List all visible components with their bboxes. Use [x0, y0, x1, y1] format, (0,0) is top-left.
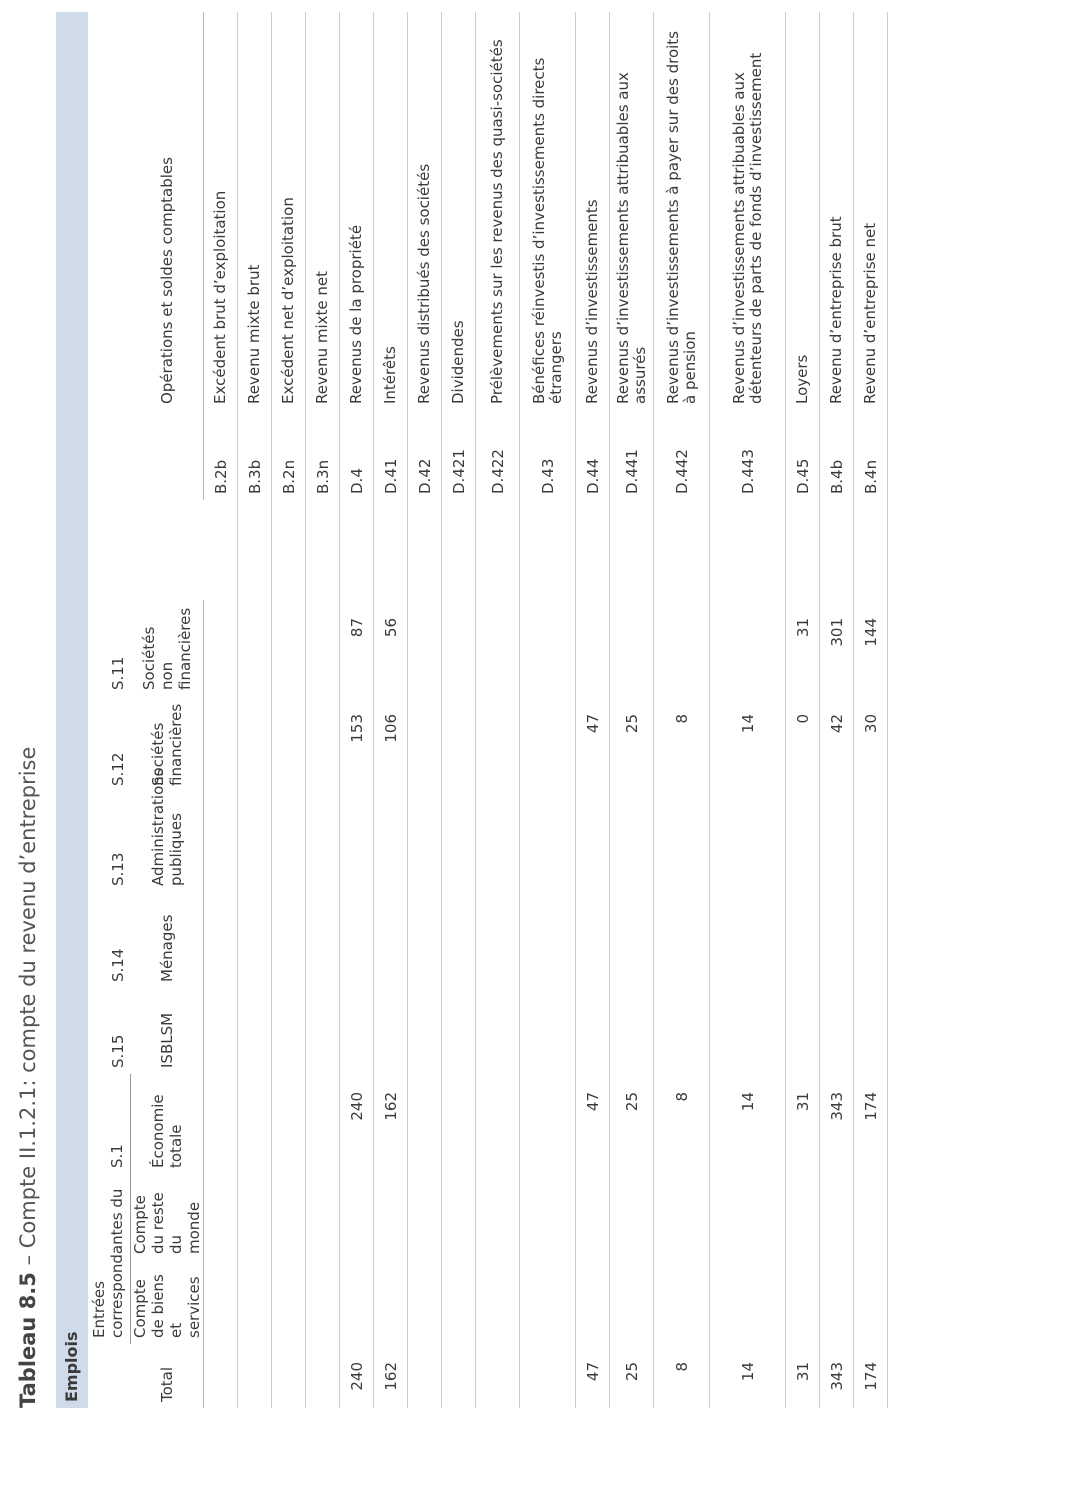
- row-code: B.3n: [306, 410, 340, 500]
- cell-s1: [272, 1074, 306, 1174]
- row-label: Prélèvements sur les revenus des quasi-sociétés: [476, 12, 520, 410]
- cell-s1: [408, 1074, 442, 1174]
- cell-s12: [442, 696, 476, 792]
- cell-s12: [238, 696, 272, 792]
- row-code: B.4b: [820, 410, 854, 500]
- cell-total: 8: [654, 1344, 710, 1408]
- cell-total: 25: [610, 1344, 654, 1408]
- cell-s12: [476, 696, 520, 792]
- cell-s12: [204, 696, 238, 792]
- row-code: D.421: [442, 410, 476, 500]
- cell-s11: [476, 600, 520, 696]
- cell-s11: 144: [854, 600, 888, 696]
- group-label: Entrées correspondantes du: [88, 1174, 131, 1344]
- cell-s1: [442, 1074, 476, 1174]
- table-row: [786, 12, 820, 1408]
- row-label: Revenu mixte brut: [238, 12, 272, 410]
- cell-s12: [306, 696, 340, 792]
- row-code: D.441: [610, 410, 654, 500]
- header-isblsm: ISBLSM: [131, 988, 204, 1074]
- cell-s1: 25: [610, 1074, 654, 1174]
- cell-s12: [408, 696, 442, 792]
- cell-total: [238, 1344, 272, 1408]
- cell-total: 14: [710, 1344, 786, 1408]
- row-code: D.442: [654, 410, 710, 500]
- row-code: B.4n: [854, 410, 888, 500]
- income-account-table: [56, 12, 888, 1408]
- cell-s12: 42: [820, 696, 854, 792]
- row-code: B.2b: [204, 410, 238, 500]
- section-title: Emplois: [56, 12, 88, 1408]
- row-label: Revenus d’investissements: [576, 12, 610, 410]
- row-label: Loyers: [786, 12, 820, 410]
- cell-total: [408, 1344, 442, 1408]
- header-nonfinancial-corps: Sociétés non financières: [131, 600, 204, 696]
- cell-s11: [408, 600, 442, 696]
- cell-total: 343: [820, 1344, 854, 1408]
- cell-total: [520, 1344, 576, 1408]
- row-label: Revenus d’investissements attribuables aux assurés: [610, 12, 654, 410]
- cell-total: [442, 1344, 476, 1408]
- cell-s12: 47: [576, 696, 610, 792]
- cell-s11: [238, 600, 272, 696]
- table-row: [204, 12, 238, 1408]
- table-row: [520, 12, 576, 1408]
- header-total: Total: [131, 1344, 204, 1408]
- cell-s12: 106: [374, 696, 408, 792]
- row-code: D.45: [786, 410, 820, 500]
- cell-total: 47: [576, 1344, 610, 1408]
- group-header-row: [88, 12, 131, 1408]
- row-code: D.443: [710, 410, 786, 500]
- cell-s12: 153: [340, 696, 374, 792]
- row-label: Bénéfices réinvestis d’investissements directs étrangers: [520, 12, 576, 410]
- cell-s11: 31: [786, 600, 820, 696]
- cell-s1: [306, 1074, 340, 1174]
- cell-s11: [610, 600, 654, 696]
- header-households: Ménages: [131, 892, 204, 988]
- table-row: [710, 12, 786, 1408]
- cell-s11: 87: [340, 600, 374, 696]
- cell-s11: [442, 600, 476, 696]
- cell-s12: [520, 696, 576, 792]
- cell-s11: [654, 600, 710, 696]
- row-label: Revenus d’investissements attribuables aux détenteurs de parts de fonds d’investissement: [710, 12, 786, 410]
- cell-total: [306, 1344, 340, 1408]
- cell-s11: [520, 600, 576, 696]
- cell-s12: 14: [710, 696, 786, 792]
- code-s13: S.13: [108, 852, 127, 886]
- cell-total: 174: [854, 1344, 888, 1408]
- table-row: [442, 12, 476, 1408]
- cell-total: 162: [374, 1344, 408, 1408]
- code-s14: S.14: [108, 948, 127, 982]
- cell-s11: [576, 600, 610, 696]
- cell-s12: 8: [654, 696, 710, 792]
- cell-s1: 343: [820, 1074, 854, 1174]
- cell-s11: 301: [820, 600, 854, 696]
- row-code: B.3b: [238, 410, 272, 500]
- cell-s1: 31: [786, 1074, 820, 1174]
- cell-total: 31: [786, 1344, 820, 1408]
- row-label: Dividendes: [442, 12, 476, 410]
- row-label: Excédent brut d’exploitation: [204, 12, 238, 410]
- cell-s11: [306, 600, 340, 696]
- cell-s11: 56: [374, 600, 408, 696]
- cell-s1: 47: [576, 1074, 610, 1174]
- row-label: Revenu d’entreprise net: [854, 12, 888, 410]
- table-row: [576, 12, 610, 1408]
- cell-s1: 174: [854, 1074, 888, 1174]
- row-code: D.42: [408, 410, 442, 500]
- row-code: D.44: [576, 410, 610, 500]
- table-row: [272, 12, 306, 1408]
- cell-s1: 162: [374, 1074, 408, 1174]
- header-operations: Opérations et soldes comptables: [131, 12, 204, 500]
- row-label: Revenu mixte net: [306, 12, 340, 410]
- cell-s1: [520, 1074, 576, 1174]
- table-row: [854, 12, 888, 1408]
- table-row: [238, 12, 272, 1408]
- cell-s1: [238, 1074, 272, 1174]
- row-code: D.43: [520, 410, 576, 500]
- cell-s12: 30: [854, 696, 888, 792]
- section-header-row: [56, 12, 88, 1408]
- cell-s11: [204, 600, 238, 696]
- cell-s1: 240: [340, 1074, 374, 1174]
- row-code: D.4: [340, 410, 374, 500]
- row-label: Excédent net d’exploitation: [272, 12, 306, 410]
- table-number: Tableau 8.5: [16, 1272, 40, 1408]
- cell-s1: [204, 1074, 238, 1174]
- cell-total: [476, 1344, 520, 1408]
- cell-s12: [272, 696, 306, 792]
- cell-total: [272, 1344, 306, 1408]
- cell-s12: 25: [610, 696, 654, 792]
- header-public-admin: Administrations publiques: [131, 792, 204, 892]
- row-code: D.41: [374, 410, 408, 500]
- cell-s12: 0: [786, 696, 820, 792]
- cell-s1: 8: [654, 1074, 710, 1174]
- row-label: Intérêts: [374, 12, 408, 410]
- code-s11: S.11: [108, 656, 127, 690]
- cell-s1: [476, 1074, 520, 1174]
- table-row: [476, 12, 520, 1408]
- row-code: B.2n: [272, 410, 306, 500]
- column-header-row: [131, 12, 204, 1408]
- row-code: D.422: [476, 410, 520, 500]
- table-caption: – Compte II.1.2.1: compte du revenu d’entreprise: [16, 746, 40, 1273]
- row-label: Revenus de la propriété: [340, 12, 374, 410]
- table-row: [374, 12, 408, 1408]
- header-total-economy: Économie totale: [131, 1074, 204, 1174]
- row-label: Revenus d’investissements à payer sur des droits à pension: [654, 12, 710, 410]
- row-label: Revenus distribués des sociétés: [408, 12, 442, 410]
- table-row: [408, 12, 442, 1408]
- table-row: [306, 12, 340, 1408]
- table-row: [340, 12, 374, 1408]
- code-s1: S.1: [88, 1074, 131, 1174]
- code-s15: S.15: [108, 1034, 127, 1068]
- cell-total: [204, 1344, 238, 1408]
- table-row: [610, 12, 654, 1408]
- cell-total: 240: [340, 1344, 374, 1408]
- code-s12: S.12: [108, 752, 127, 786]
- cell-s11: [710, 600, 786, 696]
- cell-s11: [272, 600, 306, 696]
- header-goods-services: Compte de biens et services: [131, 1260, 204, 1344]
- table-row: [820, 12, 854, 1408]
- row-label: Revenu d’entreprise brut: [820, 12, 854, 410]
- table-title: [16, 747, 40, 1408]
- table-row: [654, 12, 710, 1408]
- header-financial-corps: Sociétés financières: [131, 696, 204, 792]
- header-rest-of-world: Compte du reste du monde: [131, 1174, 204, 1260]
- cell-s1: 14: [710, 1074, 786, 1174]
